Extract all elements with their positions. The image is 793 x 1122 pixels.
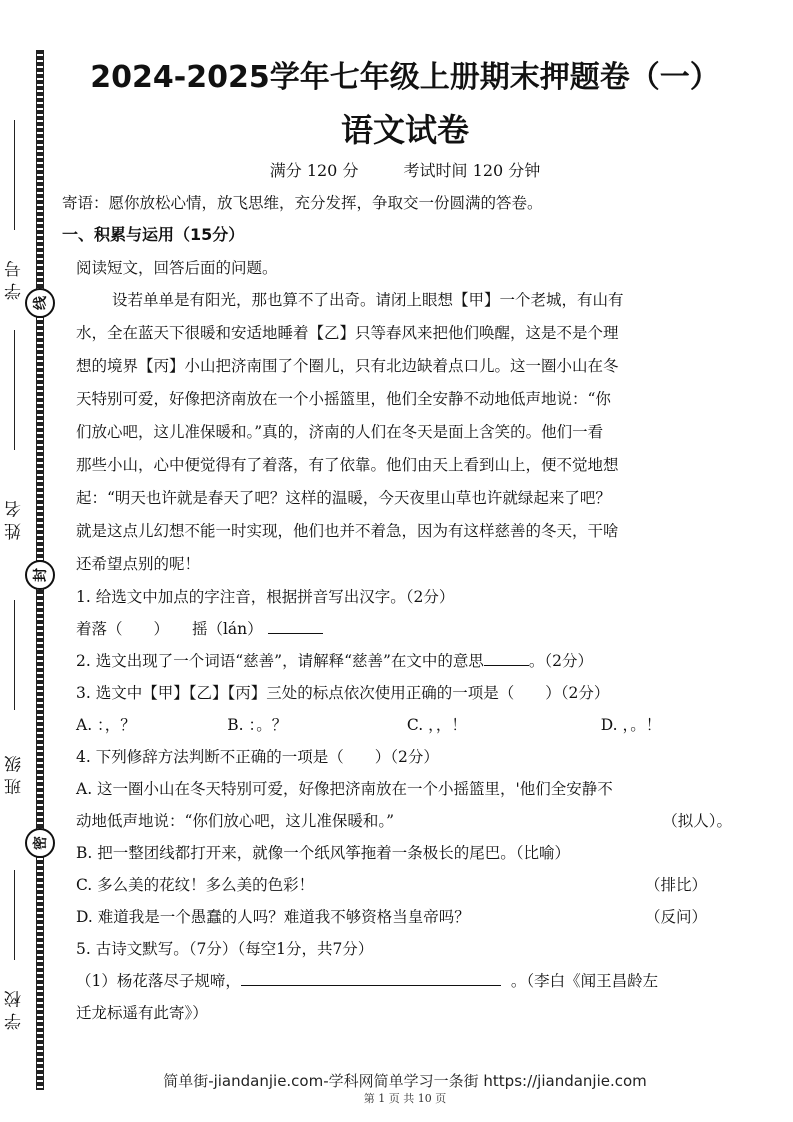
q4-option-d-tag: （反问） [644, 908, 707, 926]
seal-feng: 封 [25, 560, 55, 590]
q2-score: 。（2分） [528, 652, 594, 670]
class-label: 班 级 [5, 755, 25, 795]
question-2 [62, 645, 752, 677]
q4-option-a-line1: A. 这一圈小山在冬天特别可爱，好像把济南放在一个小摇篮里，'他们全安静不 [76, 780, 613, 798]
q5-item-1-blank[interactable] [241, 967, 501, 986]
q3-option-c: C. ，，！ [406, 716, 467, 734]
passage-line: 想的境界【丙】小山把济南围了个圈儿，只有北边缺着点口儿。这一圈小山在冬 [76, 357, 619, 375]
passage-line: 们放心吧，这儿准保暖和。”真的，济南的人们在冬天是面上含笑的。他们一看 [76, 423, 604, 441]
q3-option-a: A. ：，？ [76, 716, 136, 734]
footer-site: 简单街-jiandanjie.com-学科网简单学习一条街 https://jiandanjie.com [163, 1072, 647, 1090]
passage-line: 那些小山，心中便觉得有了着落，有了依靠。他们由天上看到山上，便不觉地想 [76, 456, 619, 474]
q4-option-c [62, 869, 752, 901]
q4-option-c-tag: （排比） [644, 876, 707, 894]
question-3-options [62, 709, 752, 741]
q1-answer-blank[interactable] [268, 615, 323, 634]
q4-option-c-text: C. 多么美的花纹！多么美的色彩！ [76, 876, 315, 894]
q5-item-1-source: 。（李白《闻王昌龄左 [510, 972, 659, 990]
student-id-rule [14, 120, 15, 230]
school-label: 学 校 [5, 990, 25, 1030]
exam-title: 2024-2025学年七年级上册期末押题卷（一） [90, 60, 720, 95]
q4-option-d [62, 901, 752, 933]
passage-intro: 阅读短文，回答后面的问题。 [76, 259, 278, 277]
question-5: 5. 古诗文默写。（7分）（每空1分，共7分） [76, 940, 374, 958]
name-label: 姓 名 [5, 500, 25, 540]
q4-option-a-line2 [62, 805, 752, 837]
q5-item-1 [62, 965, 752, 997]
passage-line: 水，全在蓝天下很暖和安适地睡着【乙】只等春风来把他们唤醒，这是不是个理 [76, 324, 619, 342]
exam-time: 考试时间 120 分钟 [403, 161, 541, 180]
q4-option-a-tag: （拟人）。 [662, 812, 732, 830]
student-id-label: 学 号 [5, 260, 25, 300]
class-rule [14, 600, 15, 710]
q4-option-d-text: D. 难道我是一个愚蠢的人吗？难道我不够资格当皇帝吗？ [76, 908, 470, 926]
passage-line: 还希望点别的呢！ [76, 555, 201, 573]
seal-xian: 线 [25, 288, 55, 318]
exam-subtitle: 语文试卷 [340, 111, 469, 149]
page-number: 第 1 页 共 10 页 [363, 1092, 447, 1105]
passage [62, 284, 752, 581]
passage-line: 起：“明天也许就是春天了吧？这样的温暖，今天夜里山草也许就绿起来了吧？ [76, 489, 611, 507]
question-4: 4. 下列修辞方法判断不正确的一项是（ ）（2分） [76, 748, 439, 766]
q1-part-a: 着落（ ） [76, 620, 170, 638]
passage-line: 就是这点儿幻想不能一时实现，他们也并不着急，因为有这样慈善的冬天，干啥 [76, 522, 619, 540]
q4-option-b: B. 把一整团线都打开来，就像一个纸风筝拖着一条极长的尾巴。（比喻） [76, 844, 570, 862]
q5-item-1-text: （1）杨花落尽子规啼， [76, 972, 241, 990]
seal-mi: 密 [25, 828, 55, 858]
question-3: 3. 选文中【甲】【乙】【丙】三处的标点依次使用正确的一项是（ ）（2分） [76, 684, 610, 702]
q5-item-1-line2: 迁龙标遥有此寄》） [76, 1004, 208, 1022]
name-rule [14, 330, 15, 450]
question-1-parts [62, 613, 752, 645]
q2-text: 2. 选文出现了一个词语“慈善”，请解释“慈善”在文中的意思 [76, 652, 484, 670]
exam-meta [55, 158, 755, 181]
q2-answer-blank[interactable] [484, 647, 529, 666]
q3-option-b: B. ：。？ [227, 716, 288, 734]
q4-option-a-text: 动地低声地说：“你们放心吧，这儿准保暖和。” [76, 812, 395, 830]
section-heading: 一、积累与运用（15分） [62, 225, 245, 244]
exam-content [62, 188, 752, 1029]
passage-line: 设若单单是有阳光，那也算不了出奇。请闭上眼想【甲】一个老城，有山有 [112, 291, 624, 309]
passage-line: 天特别可爱，好像把济南放在一个小摇篮里，他们全安静不动地低声地说：“你 [76, 390, 611, 408]
q3-option-d: D. ，。！ [600, 716, 662, 734]
question-1: 1. 给选文中加点的字注音，根据拼音写出汉字。（2分） [76, 588, 455, 606]
school-rule [14, 870, 15, 960]
q1-part-b: 摇（lán） [191, 620, 263, 638]
full-score: 满分 120 分 [269, 161, 359, 180]
message: 寄语：愿你放松心情，放飞思维，充分发挥，争取交一份圆满的答卷。 [62, 194, 543, 212]
